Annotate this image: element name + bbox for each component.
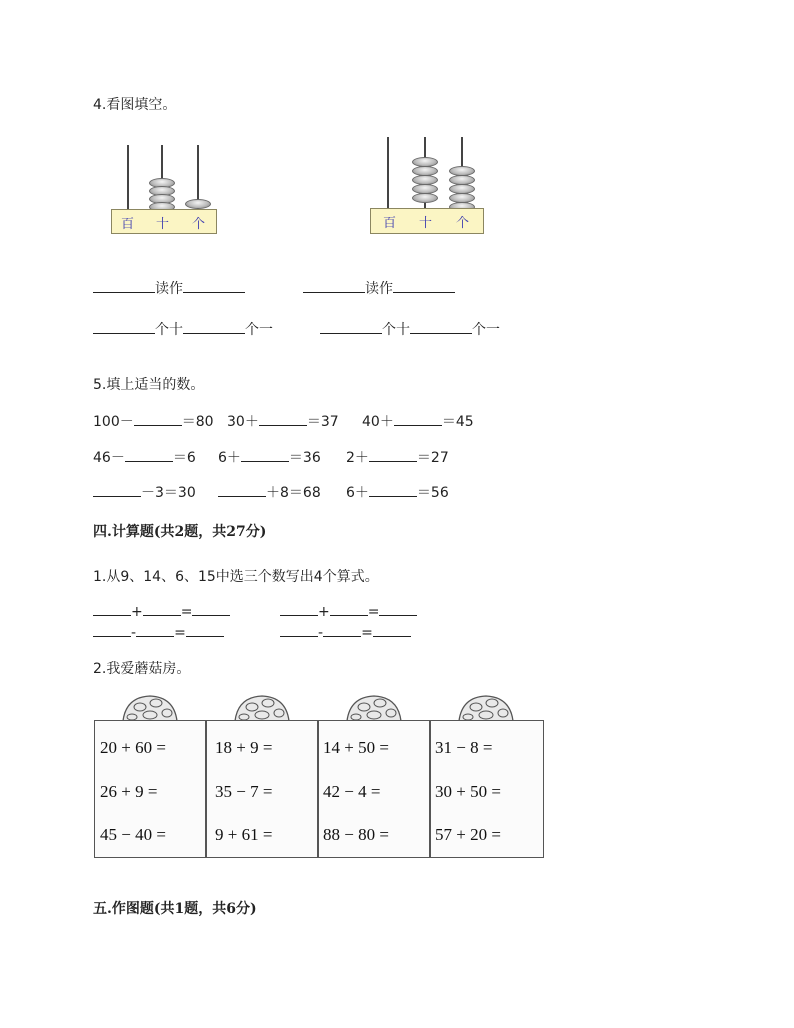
- minus-sign: -: [318, 625, 324, 641]
- place-label-hundreds: 百: [383, 216, 397, 231]
- place-label-tens: 十: [156, 217, 170, 232]
- house-equation: 26 + 9 =: [100, 782, 158, 801]
- place-label-ones: 个: [456, 216, 470, 231]
- answer-blank[interactable]: [259, 411, 307, 426]
- answer-blank[interactable]: [394, 411, 442, 426]
- place-label-hundreds: 百: [121, 217, 135, 232]
- read-line-1: [93, 278, 245, 298]
- q5-item: [218, 482, 321, 502]
- q5-item: [362, 411, 474, 431]
- equals-sign: =: [367, 604, 380, 620]
- house-equation: 9 + 61 =: [215, 825, 273, 844]
- q5-post: ＝45: [441, 414, 474, 430]
- answer-blank[interactable]: [373, 622, 411, 637]
- house-equation: 42 − 4 =: [323, 782, 381, 801]
- q5-pre: 40＋: [362, 414, 394, 430]
- ones-unit-label: 个一: [245, 322, 273, 338]
- mushroom-house: [318, 720, 430, 858]
- answer-blank[interactable]: [134, 411, 182, 426]
- answer-blank[interactable]: [183, 319, 245, 334]
- place-line-2: [320, 319, 500, 339]
- answer-blank[interactable]: [369, 447, 417, 462]
- answer-blank[interactable]: [93, 278, 155, 293]
- read-label: 读作: [365, 281, 393, 297]
- q5-post: ＝37: [306, 414, 339, 430]
- q1-eq: [93, 601, 230, 620]
- house-equation: 57 + 20 =: [435, 825, 501, 844]
- place-line-1: [93, 319, 273, 339]
- minus-sign: -: [131, 625, 137, 641]
- q1-eq: [93, 622, 224, 641]
- q5-post: ＝6: [172, 450, 196, 466]
- abacus-rod: [127, 145, 129, 211]
- answer-blank[interactable]: [379, 601, 417, 616]
- q5-post: －3＝30: [141, 485, 196, 501]
- ones-unit-label: 个一: [472, 322, 500, 338]
- q4-title: 4.看图填空。: [93, 97, 177, 113]
- answer-blank[interactable]: [280, 601, 318, 616]
- mushroom-roof-icon: [232, 693, 292, 723]
- answer-blank[interactable]: [369, 482, 417, 497]
- answer-blank[interactable]: [393, 278, 455, 293]
- answer-blank[interactable]: [218, 482, 266, 497]
- answer-blank[interactable]: [125, 447, 173, 462]
- house-equation: 35 − 7 =: [215, 782, 273, 801]
- q1-title: 1.从9、14、6、15中选三个数写出4个算式。: [93, 569, 379, 585]
- mushroom-roof-icon: [456, 693, 516, 723]
- mushroom-house: [430, 720, 544, 858]
- section-4-heading: 四.计算题(共2题，共27分): [93, 524, 267, 540]
- house-equation: 31 − 8 =: [435, 738, 493, 757]
- house-equation: 20 + 60 =: [100, 738, 166, 757]
- q5-post: ＝56: [416, 485, 449, 501]
- answer-blank[interactable]: [93, 601, 131, 616]
- answer-blank[interactable]: [93, 482, 141, 497]
- answer-blank[interactable]: [303, 278, 365, 293]
- section-5-heading: 五.作图题(共1题，共6分): [93, 901, 257, 917]
- mushroom-house: [94, 720, 206, 858]
- place-label-tens: 十: [419, 216, 433, 231]
- answer-blank[interactable]: [183, 278, 245, 293]
- q5-pre: 6＋: [346, 485, 369, 501]
- q5-item: [346, 447, 449, 467]
- answer-blank[interactable]: [143, 601, 181, 616]
- q1-eq: [280, 622, 411, 641]
- plus-sign: +: [131, 604, 143, 620]
- q5-pre: 30＋: [227, 414, 259, 430]
- answer-blank[interactable]: [192, 601, 230, 616]
- q5-item: [93, 482, 196, 502]
- house-equation: 45 − 40 =: [100, 825, 166, 844]
- equals-sign: =: [180, 604, 193, 620]
- mushroom-roof-icon: [344, 693, 404, 723]
- q5-pre: 6＋: [218, 450, 241, 466]
- q2-title: 2.我爱蘑菇房。: [93, 661, 191, 677]
- q5-title: 5.填上适当的数。: [93, 377, 205, 393]
- q5-pre: 2＋: [346, 450, 369, 466]
- answer-blank[interactable]: [186, 622, 224, 637]
- q5-pre: 100－: [93, 414, 134, 430]
- abacus-bead: [412, 193, 438, 203]
- mushroom-roof-icon: [120, 693, 180, 723]
- q5-post: ＋8＝68: [266, 485, 321, 501]
- answer-blank[interactable]: [93, 622, 131, 637]
- plus-sign: +: [318, 604, 330, 620]
- house-equation: 30 + 50 =: [435, 782, 501, 801]
- q5-post: ＝27: [416, 450, 449, 466]
- q1-eq: [280, 601, 417, 620]
- q5-pre: 46－: [93, 450, 125, 466]
- answer-blank[interactable]: [280, 622, 318, 637]
- abacus-rod: [387, 137, 389, 210]
- answer-blank[interactable]: [330, 601, 368, 616]
- q5-post: ＝80: [181, 414, 214, 430]
- answer-blank[interactable]: [320, 319, 382, 334]
- q5-item: [227, 411, 339, 431]
- tens-unit-label: 个十: [155, 322, 183, 338]
- q5-item: [93, 447, 196, 467]
- q5-item: [218, 447, 321, 467]
- read-line-2: [303, 278, 455, 298]
- abacus-bead: [185, 199, 211, 209]
- equals-sign: =: [174, 625, 186, 641]
- read-label: 读作: [155, 281, 183, 297]
- answer-blank[interactable]: [410, 319, 472, 334]
- house-equation: 18 + 9 =: [215, 738, 273, 757]
- q5-post: ＝36: [288, 450, 321, 466]
- tens-unit-label: 个十: [382, 322, 410, 338]
- answer-blank[interactable]: [323, 622, 361, 637]
- equals-sign: =: [361, 625, 373, 641]
- answer-blank[interactable]: [241, 447, 289, 462]
- answer-blank[interactable]: [136, 622, 174, 637]
- house-equation: 14 + 50 =: [323, 738, 389, 757]
- place-label-ones: 个: [192, 217, 206, 232]
- q5-item: [93, 411, 214, 431]
- mushroom-house: [206, 720, 318, 858]
- q5-item: [346, 482, 449, 502]
- answer-blank[interactable]: [93, 319, 155, 334]
- house-equation: 88 − 80 =: [323, 825, 389, 844]
